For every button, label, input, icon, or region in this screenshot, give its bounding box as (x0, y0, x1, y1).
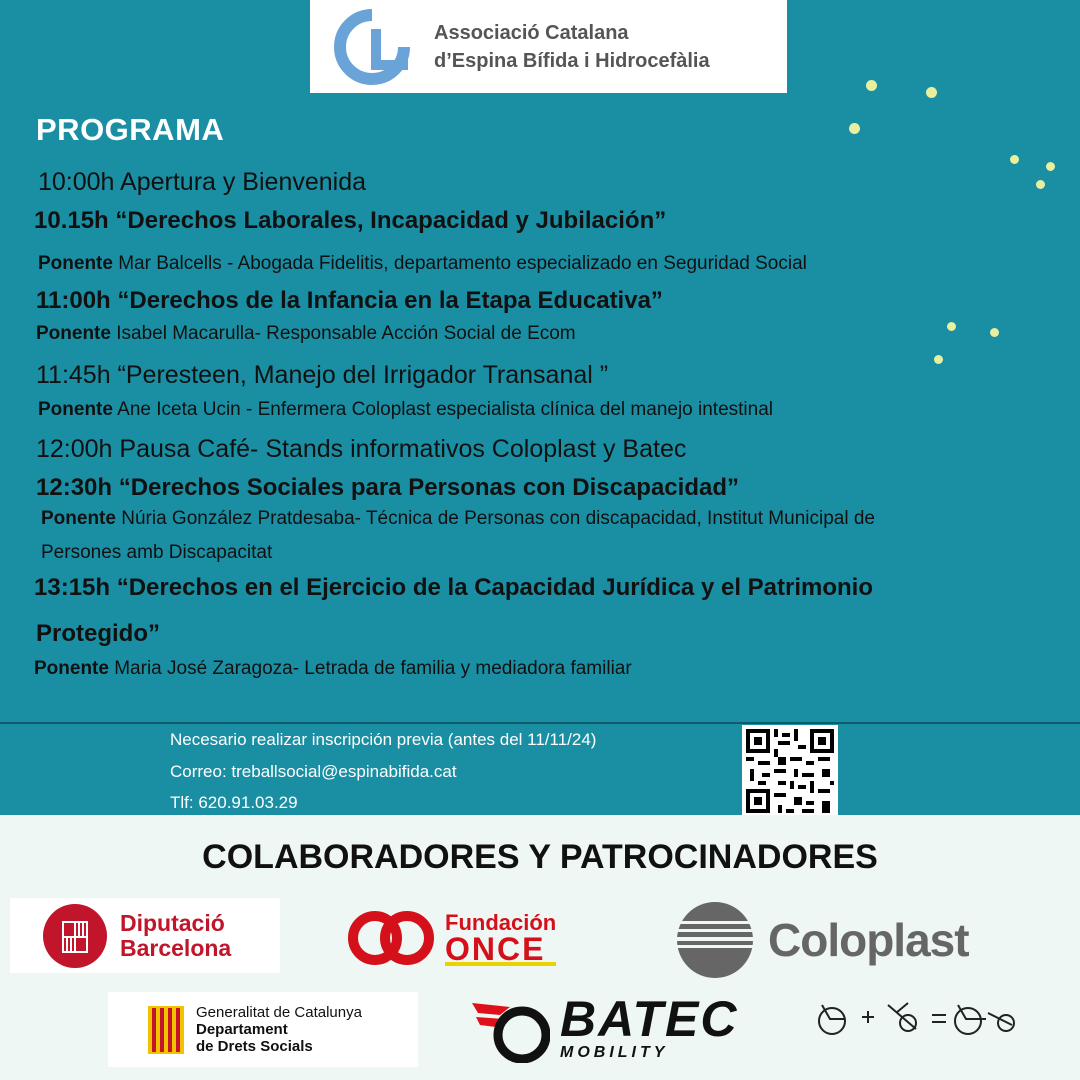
item-talk-juridica-cont: Protegido” (36, 620, 160, 647)
item-talk-sociales: 12:30h “Derechos Sociales para Personas con Discapacidad” (36, 474, 739, 501)
ponente-label: Ponente (38, 399, 113, 420)
once-rings-icon (345, 907, 437, 969)
generalitat-line1: Generalitat de Catalunya (196, 1004, 362, 1021)
decor-dot (990, 328, 999, 337)
coloplast-logo (676, 900, 1026, 980)
decor-dot (866, 80, 877, 91)
speaker-text: Ane Iceta Ucin - Enfermera Coloplast especialista clínica del manejo intestinal (112, 399, 774, 420)
diputacio-line2: Barcelona (120, 934, 232, 961)
decor-dot (947, 322, 956, 331)
once-line2: ONCE (445, 936, 556, 966)
item-talk-juridica: 13:15h “Derechos en el Ejercicio de la Capacidad Jurídica y el Patrimonio (34, 574, 873, 601)
registration-email[interactable]: Correo: treballsocial@espinabifida.cat (170, 762, 457, 781)
diputacio-barcelona-logo (10, 898, 280, 973)
association-emblem-icon (332, 7, 412, 87)
coloplast-name: Coloplast (768, 914, 969, 966)
speaker-text: Maria José Zaragoza- Letrada de familia y mediadora familiar (108, 658, 632, 679)
decor-dot (926, 87, 937, 98)
item-talk-peresteen: 11:45h “Peresteen, Manejo del Irrigador Transanal ” (36, 361, 609, 389)
generalitat-line2: Departament (196, 1021, 288, 1038)
coloplast-globe-icon (676, 901, 754, 979)
batec-mobility-logo (470, 988, 800, 1068)
item-coffee-break: 12:00h Pausa Café- Stands informativos Coloplast y Batec (36, 435, 687, 463)
speaker-text: Isabel Macarulla- Responsable Acción Social de Ecom (110, 323, 576, 344)
fundacion-once-logo (345, 900, 590, 975)
batec-sub: MOBILITY (560, 1044, 669, 1061)
speaker-text: Núria González Pratdesaba- Técnica de Personas con discapacidad, Institut Municipal de (115, 508, 875, 529)
senyera-icon (148, 1006, 184, 1054)
generalitat-logo (108, 992, 418, 1067)
batec-name: BATEC (560, 991, 739, 1047)
item-opening: 10:00h Apertura y Bienvenida (38, 168, 367, 196)
speaker-macarulla (36, 323, 576, 345)
speaker-text: Mar Balcells - Abogada Fidelitis, departamento especializado en Seguridad Social (112, 253, 807, 274)
association-logo (310, 0, 787, 93)
decor-dot (849, 123, 860, 134)
speaker-gonzalez (41, 508, 875, 530)
item-talk-infancia: 11:00h “Derechos de la Infancia en la Etapa Educativa” (36, 287, 663, 314)
shield-icon (42, 903, 108, 969)
ponente-label: Ponente (34, 658, 109, 679)
decor-dot (1036, 180, 1045, 189)
ponente-label: Ponente (38, 253, 113, 274)
wheelchair-equation-icon (816, 995, 1026, 1040)
speaker-balcells (38, 253, 807, 275)
programa-title: PROGRAMA (36, 112, 225, 147)
org-name-line2: d’Espina Bífida i Hidrocefàlia (434, 49, 710, 72)
registration-note: Necesario realizar inscripción previa (antes del 11/11/24) (170, 730, 597, 749)
speaker-zaragoza (34, 658, 632, 680)
item-talk-laborales: 10.15h “Derechos Laborales, Incapacidad y Jubilación” (34, 207, 667, 234)
generalitat-line3: de Drets Socials (196, 1038, 313, 1055)
decor-dot (1046, 162, 1055, 171)
batec-wing-icon (470, 993, 550, 1063)
qr-code-icon[interactable] (742, 725, 838, 817)
ponente-label: Ponente (41, 508, 116, 529)
org-name-line1: Associació Catalana (434, 21, 629, 44)
speaker-iceta (38, 399, 773, 421)
decor-dot (1010, 155, 1019, 164)
speaker-gonzalez-cont: Persones amb Discapacitat (41, 542, 273, 563)
registration-phone[interactable]: Tlf: 620.91.03.29 (170, 793, 298, 812)
sponsors-title: COLABORADORES Y PATROCINADORES (202, 838, 878, 876)
decor-dot (934, 355, 943, 364)
diputacio-line1: Diputació (120, 909, 225, 936)
ponente-label: Ponente (36, 323, 111, 344)
once-line1: Fundación (445, 909, 557, 935)
